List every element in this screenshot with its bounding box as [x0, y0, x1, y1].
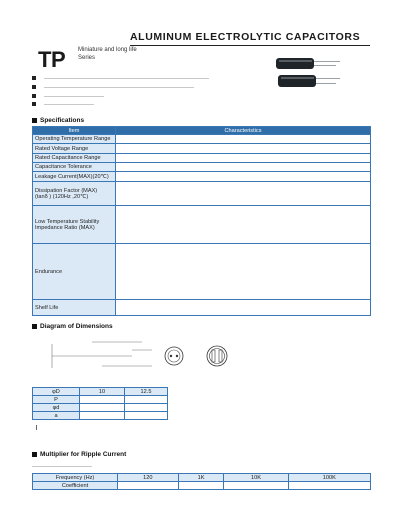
dim-cell [80, 404, 125, 412]
dim-row-phid: φd [33, 404, 80, 412]
feature-bullet [32, 76, 36, 80]
spec-item: Operating Temperature Range [33, 135, 116, 144]
ripple-freq-10k: 10K [224, 474, 288, 482]
feature-bullet [32, 94, 36, 98]
spec-value [116, 244, 371, 300]
dim-header-12-5: 12.5 [125, 388, 168, 396]
spec-item: Rated Voltage Range [33, 144, 116, 154]
column-header-characteristics: Characteristics [116, 127, 371, 135]
capacitor-photo [276, 53, 342, 99]
spec-value [116, 144, 371, 154]
spec-value [116, 163, 371, 172]
spec-value [116, 300, 371, 316]
ripple-coef-cell [178, 482, 224, 490]
dim-header-phiD: φD [33, 388, 80, 396]
feature-text-line [44, 96, 104, 97]
spec-value [116, 135, 371, 144]
feature-bullet [32, 102, 36, 106]
spec-item: Leakage Current(MAX)(20℃) [33, 172, 116, 182]
section-marker-icon [32, 452, 37, 457]
series-code: TP [38, 47, 66, 72]
ripple-coef-cell [288, 482, 370, 490]
ripple-heading: Multiplier for Ripple Current [32, 451, 126, 458]
dim-cell [80, 396, 125, 404]
column-header-item: Item [33, 127, 116, 135]
dim-cell [125, 412, 168, 420]
dim-header-10: 10 [80, 388, 125, 396]
dim-cell [125, 404, 168, 412]
spec-item: Endurance [33, 244, 116, 300]
ripple-freq-100k: 100K [288, 474, 370, 482]
dim-cell [125, 396, 168, 404]
capacitor-lower [278, 75, 340, 87]
series-subtitle: Miniature and long life Series [78, 47, 137, 61]
spec-item: Rated Capacitance Range [33, 154, 116, 163]
dim-row-a: a [33, 412, 80, 420]
dimensions-heading: Diagram of Dimensions [32, 323, 113, 330]
section-marker-icon [32, 118, 37, 123]
spec-item: Low Temperature Stability Impedance Ratio (MAX) [33, 206, 116, 244]
section-marker-icon [32, 324, 37, 329]
ripple-freq-1k: 1K [178, 474, 224, 482]
dimensions-table [32, 387, 168, 420]
spec-item: Capacitance Tolerance [33, 163, 116, 172]
ripple-table [32, 473, 371, 490]
feature-text-line [44, 104, 94, 105]
spec-value [116, 182, 371, 206]
feature-text-line [44, 78, 209, 79]
dimension-diagram [42, 336, 252, 376]
ripple-coef-label: Coefficient [33, 482, 118, 490]
table-note-mark [36, 425, 37, 430]
ripple-coef-cell [118, 482, 179, 490]
feature-bullet [32, 85, 36, 89]
capacitor-upper [276, 58, 340, 69]
ripple-freq-120: 120 [118, 474, 179, 482]
dim-cell [80, 412, 125, 420]
ripple-freq-label: Frequency (Hz) [33, 474, 118, 482]
ripple-coef-cell [224, 482, 288, 490]
spec-item: Dissipation Factor (MAX) (tanδ ) (120Hz ,20℃) [33, 182, 116, 206]
specifications-table [32, 126, 371, 316]
spec-value [116, 154, 371, 163]
capacitor-bottom-view [207, 346, 227, 366]
spec-value [116, 172, 371, 182]
document-title: ALUMINUM ELECTROLYTIC CAPACITORS [130, 31, 370, 46]
spec-item: Shelf Life [33, 300, 116, 316]
feature-text-line [44, 87, 194, 88]
ripple-caption-line [32, 466, 92, 467]
capacitor-top-view [165, 347, 183, 365]
dim-row-p: P [33, 396, 80, 404]
spec-value [116, 206, 371, 244]
specifications-heading: Specifications [32, 117, 84, 124]
